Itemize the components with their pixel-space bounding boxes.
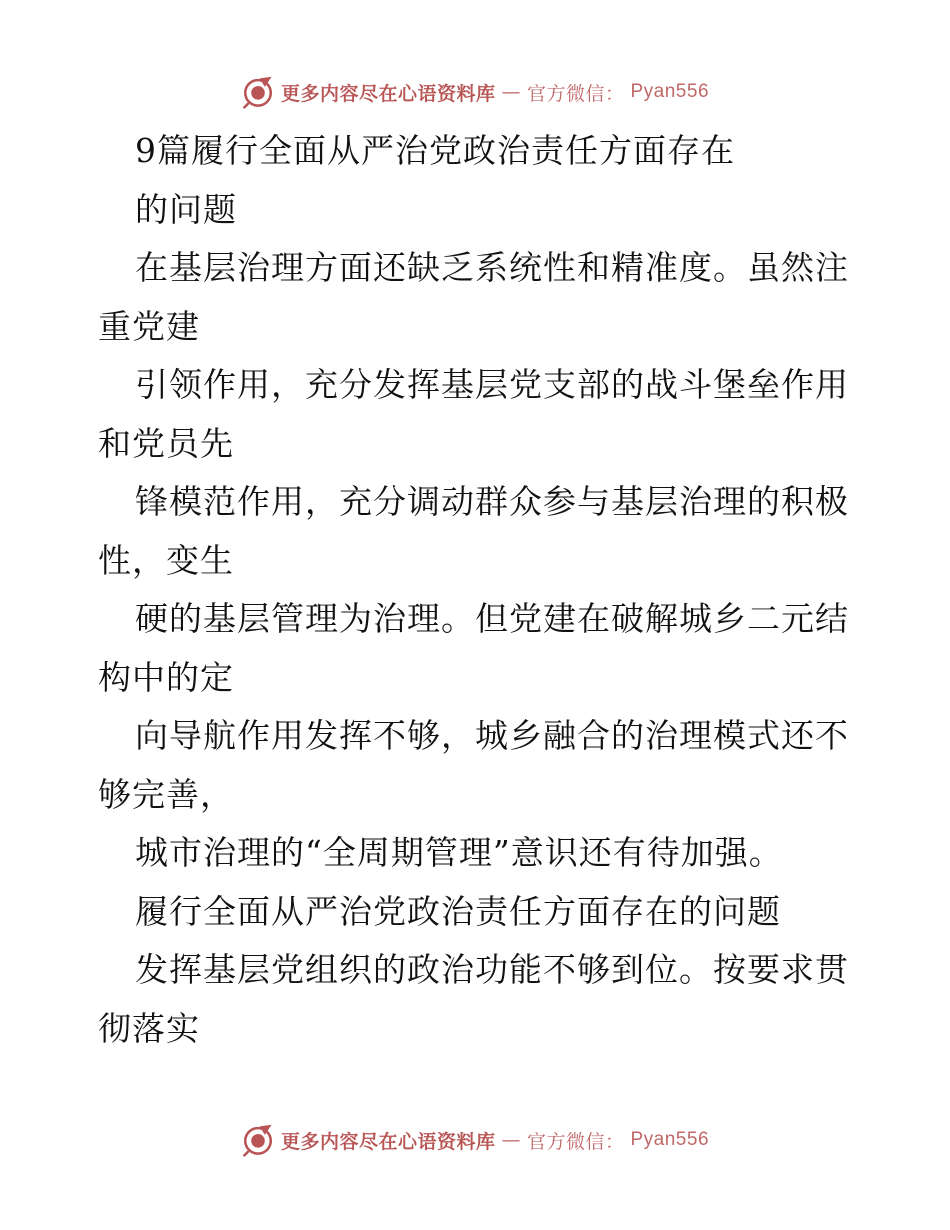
paragraph-line: 发挥基层党组织的政治功能不够到位。按要求贯 bbox=[135, 950, 849, 989]
pen-logo-icon bbox=[241, 1123, 275, 1157]
banner-wechat-label: 官方微信： bbox=[526, 82, 625, 105]
paragraph-line: 够完善， bbox=[98, 774, 234, 814]
paragraph-line: 向导航作用发挥不够，城乡融合的治理模式还不 bbox=[135, 716, 849, 755]
banner-wechat-id: Pyan556 bbox=[630, 1129, 710, 1150]
banner-wechat-id: Pyan556 bbox=[630, 81, 710, 102]
paragraph-line: 硬的基层管理为治理。但党建在破解城乡二元结 bbox=[135, 599, 849, 638]
paragraph-line: 城市治理的“全周期管理”意识还有待加强。 bbox=[135, 833, 783, 872]
document-title-line-1: 9篇履行全面从严治党政治责任方面存在 bbox=[135, 131, 735, 170]
section-heading: 履行全面从严治党政治责任方面存在的问题 bbox=[135, 891, 781, 931]
footer-banner bbox=[0, 1118, 950, 1162]
paragraph-line: 构中的定 bbox=[98, 657, 234, 697]
banner-wechat-label: 官方微信： bbox=[526, 1130, 625, 1153]
header-banner bbox=[0, 70, 950, 114]
paragraph-line: 和党员先 bbox=[98, 423, 234, 463]
document-body bbox=[98, 122, 858, 1058]
paragraph-line: 引领作用，充分发挥基层党支部的战斗堡垒作用 bbox=[135, 365, 849, 404]
document-title-line-2: 的问题 bbox=[135, 189, 237, 229]
paragraph-line: 性，变生 bbox=[98, 540, 234, 580]
paragraph-line: 重党建 bbox=[98, 306, 200, 346]
paragraph-line: 彻落实 bbox=[98, 1008, 200, 1048]
banner-separator: — bbox=[501, 81, 521, 103]
pen-logo-icon bbox=[241, 75, 275, 109]
banner-separator: — bbox=[501, 1129, 521, 1151]
banner-main-text: 更多内容尽在心语资料库 bbox=[280, 1130, 496, 1153]
banner-main-text: 更多内容尽在心语资料库 bbox=[280, 82, 496, 105]
paragraph-line: 在基层治理方面还缺乏系统性和精准度。虽然注 bbox=[135, 248, 849, 287]
paragraph-line: 锋模范作用，充分调动群众参与基层治理的积极 bbox=[135, 482, 849, 521]
